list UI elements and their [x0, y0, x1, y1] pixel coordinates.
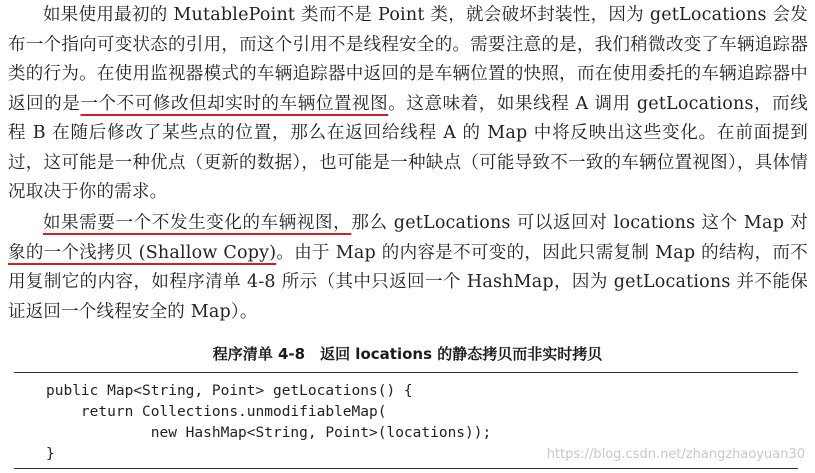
code-line: }: [46, 446, 55, 462]
code-line: public Map<String, Point> getLocations() {: [46, 383, 413, 399]
paragraph-2-text-end: 。由于 Map 的内容是不可变的，因此只需复制 Map 的结构，而不用复制它的内容，如程序清单 4-8 所示（其中只返回一个 HashMap，因为 getLocations 并不能保证返回一个线程安全的 Map）。: [8, 242, 808, 322]
paragraph-2: [8, 209, 808, 327]
paragraph-1-text-end: 。这意味着，如果线程 A 调用 getLocations，而线程 B 在随后修改了某些点的位置，那么在返回给线程 A 的 Map 中将反映出这些变化。在前面提到过，这可能是一种优点（更新的数据），也可能是一种缺点（可能导致不一致的车辆位置视图），具体情况取决于你的需求。: [8, 93, 808, 202]
underlined-phrase-shallow-copy: 象的一个浅拷贝 (Shallow Copy): [8, 242, 277, 263]
code-line: return Collections.unmodifiableMap(: [46, 404, 387, 420]
underlined-phrase-unchanging-view: 如果需要一个不发生变化的车辆视图，: [43, 213, 352, 233]
paragraph-1: [8, 1, 808, 208]
listing-caption: 程序清单 4-8 返回 locations 的静态拷贝而非实时拷贝: [212, 345, 603, 363]
code-line: new HashMap<String, Point>(locations));: [46, 425, 492, 441]
underlined-phrase-live-view: 一个不可修改但却实时的车辆位置视图: [80, 93, 389, 114]
paragraph-1-text-start: 如果使用最初的 MutablePoint 类而不是 Point 类，就会破坏封装性，因为 getLocations 会发布一个指向可变状态的引用，而这个引用不是线程安全的。需要注意的是，我们稍微改变了车辆追踪器类的行为。在使用监视器模式的车辆追踪器中返回的是车辆位置的快照，而在使用委托的车辆追踪器中返回的是: [8, 5, 808, 114]
watermark-text: https://blog.csdn.net/zhangzhaoyuan30: [546, 447, 805, 462]
paragraph-2-text-middle: 那么 getLocations 可以返回对 locations 这个 Map 对: [351, 213, 808, 233]
